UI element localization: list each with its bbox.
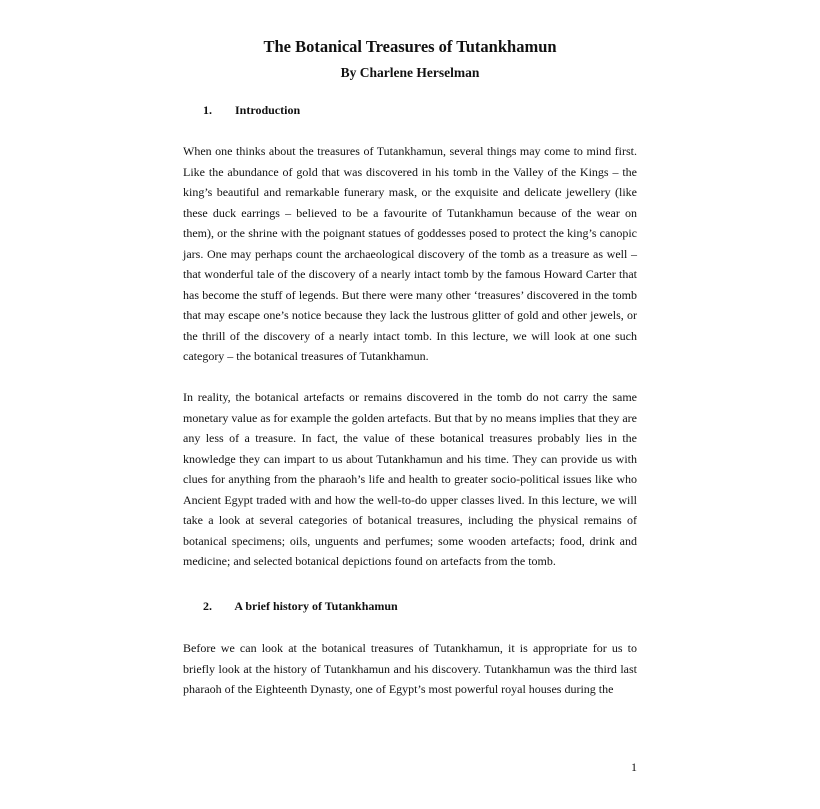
section-heading-introduction xyxy=(203,103,300,118)
section-heading-history xyxy=(203,599,398,614)
page-number: 1 xyxy=(631,760,637,774)
paragraph-introduction-1: When one thinks about the treasures of Tutankhamun, several things may come to mind first. Like the abundance of gold that was discovered in his tomb in the Valley of the Kings – the king’s beautiful and remarkable funerary mask, or the exquisite and delicate jewellery (like these duck earrings – believed to be a favourite of Tutankhamun because of the wear on them), or the shrine with the poignant statues of goddesses posed to protect the king’s canopic jars. One may perhaps count the archaeological discovery of the tomb as a treasure as well – that wonderful tale of the discovery of a nearly intact tomb by the famous Howard Carter that has become the stuff of legends. But there were many other ‘treasures’ discovered in the tomb that may escape one’s notice because they lack the lustrous glitter of gold and other jewels, or the thrill of the discovery of a nearly intact tomb. In this lecture, we will look at one such category – the botanical treasures of Tutankhamun. xyxy=(183,144,637,363)
document-title: The Botanical Treasures of Tutankhamun xyxy=(263,37,557,56)
document-author: By Charlene Herselman xyxy=(340,65,480,80)
paragraph-history-1: Before we can look at the botanical treasures of Tutankhamun, it is appropriate for us to briefly look at the history of Tutankhamun and his discovery. Tutankhamun was the third last pharaoh of the Eighteenth Dynasty, one of Egypt’s most powerful royal houses during the xyxy=(183,641,637,696)
section-title: A brief history of Tutankhamun xyxy=(234,599,398,613)
section-number: 1. xyxy=(203,103,212,117)
paragraph-introduction-2: In reality, the botanical artefacts or remains discovered in the tomb do not carry the same monetary value as for example the golden artefacts. But that by no means implies that they are any less of a treasure. In fact, the value of these botanical treasures probably lies in the knowledge they can impart to us about Tutankhamun and his time. They can provide us with clues for anything from the pharaoh’s life and health to greater socio-political issues like who Ancient Egypt traded with and how the well-to-do upper classes lived. In this lecture, we will take a look at several categories of botanical treasures, including the physical remains of botanical specimens; oils, unguents and perfumes; some wooden artefacts; food, drink and medicine; and selected botanical depictions found on artefacts from the tomb. xyxy=(183,390,637,568)
section-title: Introduction xyxy=(235,103,301,117)
section-number: 2. xyxy=(203,599,212,613)
